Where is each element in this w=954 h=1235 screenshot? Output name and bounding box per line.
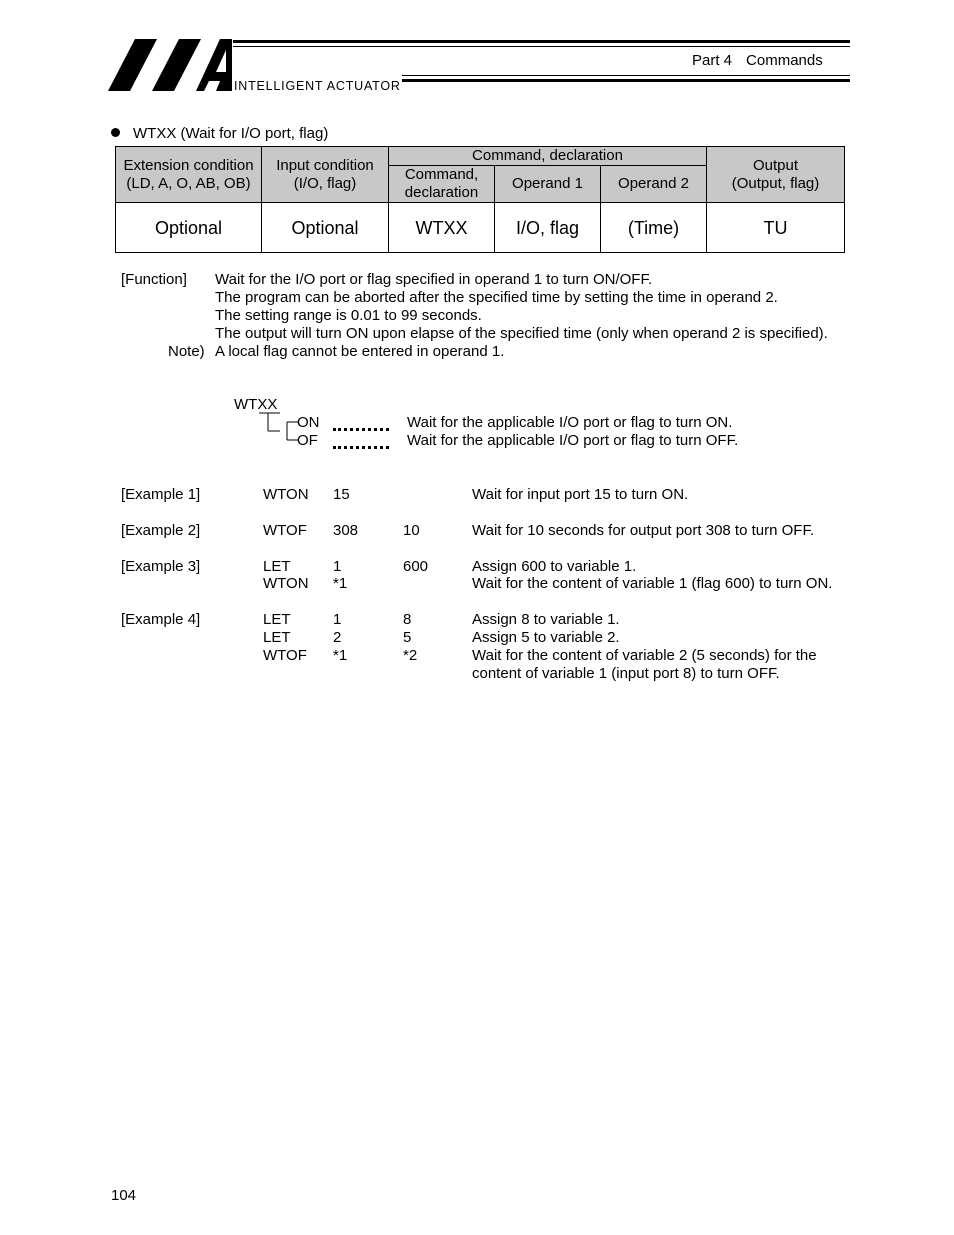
example-op1: 2 <box>333 629 342 646</box>
dotted-leader <box>333 446 389 449</box>
header-section <box>692 52 823 69</box>
example-op1: 1 <box>333 558 342 575</box>
header-command: Command, declaration <box>389 166 495 203</box>
example-op1: *1 <box>333 647 348 664</box>
cell-operand1: I/O, flag <box>495 203 601 253</box>
logo-text: INTELLIGENT ACTUATOR <box>234 79 401 93</box>
function-line: The program can be aborted after the specified time by setting the time in operand 2. <box>215 289 778 306</box>
example-op2: 8 <box>403 611 412 628</box>
example-op2: 5 <box>403 629 412 646</box>
branch-desc-of: Wait for the applicable I/O port or flag to turn OFF. <box>407 432 739 449</box>
example-desc: Assign 5 to variable 2. <box>472 629 620 646</box>
example-op2: *2 <box>403 647 418 664</box>
header-operand1: Operand 1 <box>495 166 601 203</box>
section-title: WTXX (Wait for I/O port, flag) <box>133 125 329 142</box>
example-desc: Wait for 10 seconds for output port 308 to turn OFF. <box>472 522 815 539</box>
header-chapter: Commands <box>746 52 823 69</box>
example-cmd: WTOF <box>263 647 307 664</box>
cell-extension: Optional <box>116 203 262 253</box>
cell-operand2: (Time) <box>601 203 707 253</box>
header-rule <box>402 79 850 82</box>
header-rule <box>233 40 850 43</box>
cell-command: WTXX <box>389 203 495 253</box>
example-label: [Example 4] <box>121 611 201 628</box>
branch-code-of: OF <box>297 432 318 449</box>
example-cmd: LET <box>263 629 291 646</box>
example-cmd: WTON <box>263 486 309 503</box>
example-desc: content of variable 1 (input port 8) to turn OFF. <box>472 665 780 682</box>
header-operand2: Operand 2 <box>601 166 707 203</box>
function-line: The output will turn ON upon elapse of the specified time (only when operand 2 is specified). <box>215 325 828 342</box>
header-rule <box>402 75 850 76</box>
header-output: Output (Output, flag) <box>707 147 845 203</box>
example-cmd: WTON <box>263 575 309 592</box>
example-cmd: LET <box>263 558 291 575</box>
header-part: Part 4 <box>692 52 733 69</box>
diagram-root: WTXX <box>234 396 278 413</box>
example-desc: Assign 600 to variable 1. <box>472 558 637 575</box>
example-op2: 600 <box>403 558 429 575</box>
example-desc: Wait for the content of variable 1 (flag 600) to turn ON. <box>472 575 833 592</box>
example-cmd: WTOF <box>263 522 307 539</box>
header-rule <box>233 46 850 47</box>
example-label: [Example 2] <box>121 522 201 539</box>
iai-logo-mark <box>108 38 232 92</box>
header-input-condition: Input condition (I/O, flag) <box>262 147 389 203</box>
bullet-icon <box>111 128 120 137</box>
example-desc: Wait for input port 15 to turn ON. <box>472 486 689 503</box>
example-desc: Wait for the content of variable 2 (5 seconds) for the <box>472 647 817 664</box>
spec-table <box>115 146 845 253</box>
branch-desc-on: Wait for the applicable I/O port or flag to turn ON. <box>407 414 733 431</box>
function-line: The setting range is 0.01 to 99 seconds. <box>215 307 482 324</box>
header-command-group: Command, declaration <box>389 147 707 166</box>
function-label: [Function] <box>121 271 187 288</box>
cell-output: TU <box>707 203 845 253</box>
header-extension-condition: Extension condition (LD, A, O, AB, OB) <box>116 147 262 203</box>
example-op1: 308 <box>333 522 359 539</box>
example-op1: *1 <box>333 575 348 592</box>
dotted-leader <box>333 428 389 431</box>
note-label: Note) <box>168 343 205 360</box>
example-label: [Example 3] <box>121 558 201 575</box>
page-number: 104 <box>111 1187 137 1204</box>
example-op1: 15 <box>333 486 350 503</box>
branch-connector <box>256 411 300 447</box>
example-label: [Example 1] <box>121 486 201 503</box>
branch-code-on: ON <box>297 414 320 431</box>
cell-input: Optional <box>262 203 389 253</box>
example-desc: Assign 8 to variable 1. <box>472 611 620 628</box>
note-text: A local flag cannot be entered in operand 1. <box>215 343 505 360</box>
example-op2: 10 <box>403 522 420 539</box>
function-line: Wait for the I/O port or flag specified in operand 1 to turn ON/OFF. <box>215 271 653 288</box>
example-op1: 1 <box>333 611 342 628</box>
example-cmd: LET <box>263 611 291 628</box>
